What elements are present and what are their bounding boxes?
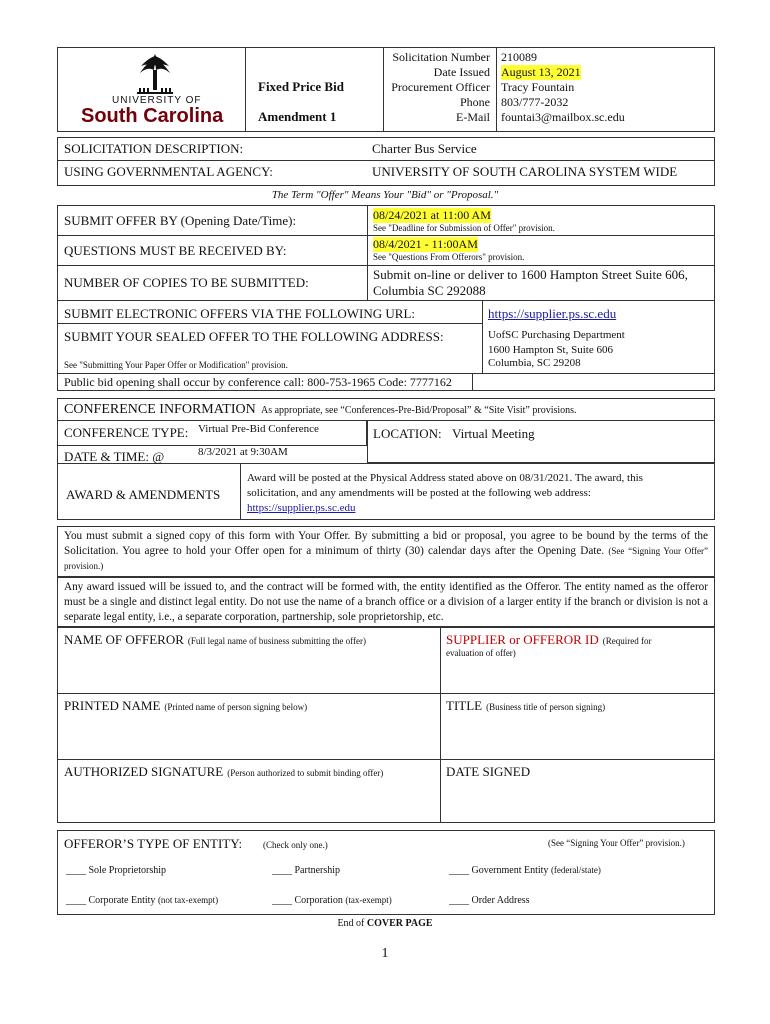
field-label-solicitation: Solicitation Number [392,50,490,64]
option-corporate-entity[interactable] [66,895,218,906]
questions-label: QUESTIONS MUST BE RECEIVED BY: [64,243,287,258]
bid-type: Fixed Price Bid [258,79,344,94]
option-government-entity[interactable] [449,865,601,876]
copies-label: NUMBER OF COPIES TO BE SUBMITTED: [64,275,309,290]
end-bold: COVER PAGE [366,918,433,929]
option-order-address[interactable] [449,895,530,906]
entity-type-see-note: (See “Signing Your Offer” provision.) [548,838,685,848]
fields-divider-v [440,627,441,823]
option-note: (not tax-exempt) [157,895,219,905]
conference-info-note: As appropriate, see “Conferences-Pre-Bid/Proposal” & “Site Visit” provisions. [261,405,577,416]
palmetto-tree-icon [135,52,175,94]
solicitation-divider [57,160,715,161]
submit-divider-h1 [57,235,715,236]
option-label: Corporation [294,895,343,906]
electronic-label: SUBMIT ELECTRONIC OFFERS VIA THE FOLLOWING URL: [64,306,416,321]
submit-divider-v3 [472,373,473,391]
fields-divider-h2 [57,759,715,760]
location-label: LOCATION: [373,426,442,441]
signature-field[interactable] [64,763,383,781]
header-divider-2 [383,47,384,132]
option-note: (federal/state) [550,865,601,875]
submit-offer-label: SUBMIT OFFER BY (Opening Date/Time): [64,213,297,228]
title-field[interactable] [446,697,605,715]
printed-name-label: PRINTED NAME [64,698,161,713]
printed-name-field[interactable] [64,697,307,715]
agency-label: USING GOVERNMENTAL AGENCY: [64,164,273,179]
entity-type-check-note: (Check only one.) [263,840,328,850]
option-blank: ____ [272,895,292,906]
header-divider-3 [496,47,497,132]
solicitation-number: 210089 [501,50,537,64]
conference-info-label: CONFERENCE INFORMATION [64,402,256,417]
field-label-date: Date Issued [433,65,490,79]
submit-divider-v1 [367,205,368,300]
copies-value-line-2: Columbia SC 292088 [373,283,486,298]
submit-divider-h2 [57,265,715,266]
header-divider-1 [245,47,246,132]
logo-line-1: UNIVERSITY OF [112,95,202,106]
award-url-link[interactable]: https://supplier.ps.sc.edu [247,502,356,514]
option-partnership[interactable] [272,865,340,876]
datetime-label: DATE & TIME: @ [64,449,165,464]
submit-divider-v2 [482,300,483,373]
supplier-id-note-2: evaluation of offer) [446,648,516,658]
name-label: NAME OF OFFEROR [64,632,184,647]
copies-value-line-1: Submit on-line or deliver to 1600 Hampton Street Suite 606, [373,267,688,282]
sealed-address-2: 1600 Hampton St, Suite 606 [488,344,613,356]
title-note: (Business title of person signing) [486,702,606,712]
electronic-url-link[interactable]: https://supplier.ps.sc.edu [488,306,617,321]
field-label-email: E-Mail [456,110,490,124]
entity-type-label: OFFEROR’S TYPE OF ENTITY: [64,836,243,851]
name-of-offeror-field[interactable] [64,631,366,649]
award-text-line-2: solicitation, and any amendments will be posted at the following web address: [247,487,591,499]
option-label: Sole Proprietorship [88,865,166,876]
conference-type-label: CONFERENCE TYPE: [64,425,189,440]
submit-divider-h4 [57,323,482,324]
procurement-officer: Tracy Fountain [501,80,575,94]
option-note: (tax-exempt) [345,895,392,905]
option-sole-proprietorship[interactable] [66,865,166,876]
title-label: TITLE [446,698,483,713]
sealed-address-3: Columbia, SC 29208 [488,357,581,369]
datetime-value: 8/3/2021 at 9:30AM [198,446,288,458]
usc-logo [75,52,235,127]
option-blank: ____ [272,865,292,876]
date-issued: August 13, 2021 [501,65,581,79]
option-blank: ____ [449,895,469,906]
signature-paragraph-note: (See “Signing Your Offer” provision.) [64,546,709,571]
signature-paragraph-text: You must submit a signed copy of this form with Your Offer. By submitting a bid or proposal, you agree to be bound by the terms of the Solicitation. You agree to hold your Offer open for a minimum of thirty (30) calendar days after the Opening Date. [64,530,708,557]
sealed-address-1: UofSC Purchasing Department [488,329,625,341]
end-of-cover-page [0,918,770,929]
option-label: Order Address [471,895,530,906]
supplier-id-label: SUPPLIER or OFFEROR ID [446,632,599,647]
award-label: AWARD & AMENDMENTS [66,487,221,502]
supplier-id-note-1: (Required for [602,636,652,646]
solicitation-desc-label: SOLICITATION DESCRIPTION: [64,141,244,156]
field-label-phone: Phone [460,95,490,109]
location-value: Virtual Meeting [452,426,535,441]
award-text-line-1: Award will be posted at the Physical Address stated above on 08/31/2021. The award, this [247,472,643,484]
option-label: Government Entity [471,865,549,876]
printed-name-note: (Printed name of person signing below) [164,702,308,712]
public-opening: Public bid opening shall occur by conference call: 800-753-1965 Code: 7777162 [64,375,452,389]
offeror-fields-box [57,627,715,823]
name-note: (Full legal name of business submitting the offer) [187,636,366,646]
option-label: Corporate Entity [88,895,156,906]
questions-note: See "Questions From Offerors" provision. [373,252,525,262]
solicitation-desc-value: Charter Bus Service [372,141,477,156]
field-label-officer: Procurement Officer [391,80,490,94]
signature-label: AUTHORIZED SIGNATURE [64,764,224,779]
conference-type-value: Virtual Pre-Bid Conference [198,423,319,435]
date-signed-field[interactable] [446,763,530,781]
submit-divider-h3 [57,300,715,301]
amendment-label: Amendment 1 [258,109,337,124]
logo-line-2: South Carolina [81,105,224,127]
option-label: Partnership [294,865,341,876]
fields-divider-h1 [57,693,715,694]
conference-divider-v [240,463,241,520]
page-number: 1 [381,946,389,961]
submit-offer-value: 08/24/2021 at 11:00 AM [373,208,491,222]
signature-note: (Person authorized to submit binding offer) [227,768,384,778]
submit-divider-h5 [57,373,715,374]
option-corporation-tax-exempt[interactable] [272,895,392,906]
option-blank: ____ [66,895,86,906]
end-prefix: End of [337,918,365,929]
option-blank: ____ [66,865,86,876]
paper-offer-note: See "Submitting Your Paper Offer or Modification" provision. [64,360,288,370]
phone: 803/777-2032 [501,95,569,109]
agency-value: UNIVERSITY OF SOUTH CAROLINA SYSTEM WIDE [372,164,678,179]
sealed-label: SUBMIT YOUR SEALED OFFER TO THE FOLLOWING ADDRESS: [64,329,444,344]
term-note: The Term "Offer" Means Your "Bid" or "Proposal." [271,189,499,201]
signature-paragraph [64,529,708,574]
date-signed-label: DATE SIGNED [446,764,531,779]
submit-offer-note: See "Deadline for Submission of Offer" provision. [373,223,555,233]
supplier-id-field[interactable] [446,631,708,649]
option-blank: ____ [449,865,469,876]
questions-value: 08/4/2021 - 11:00AM [373,237,478,251]
entity-paragraph: Any award issued will be issued to, and the contract will be formed with, the entity identified as the Offeror. The entity named as the offeror must be a single and distinct legal entity. Do not use the name of a branch office or a division of a larger entity if the branch or division is not a separate legal entity, i.e., a separate corporation, partnership, sole proprietorship, etc. [64,581,708,623]
email: fountai3@mailbox.sc.edu [501,110,625,124]
